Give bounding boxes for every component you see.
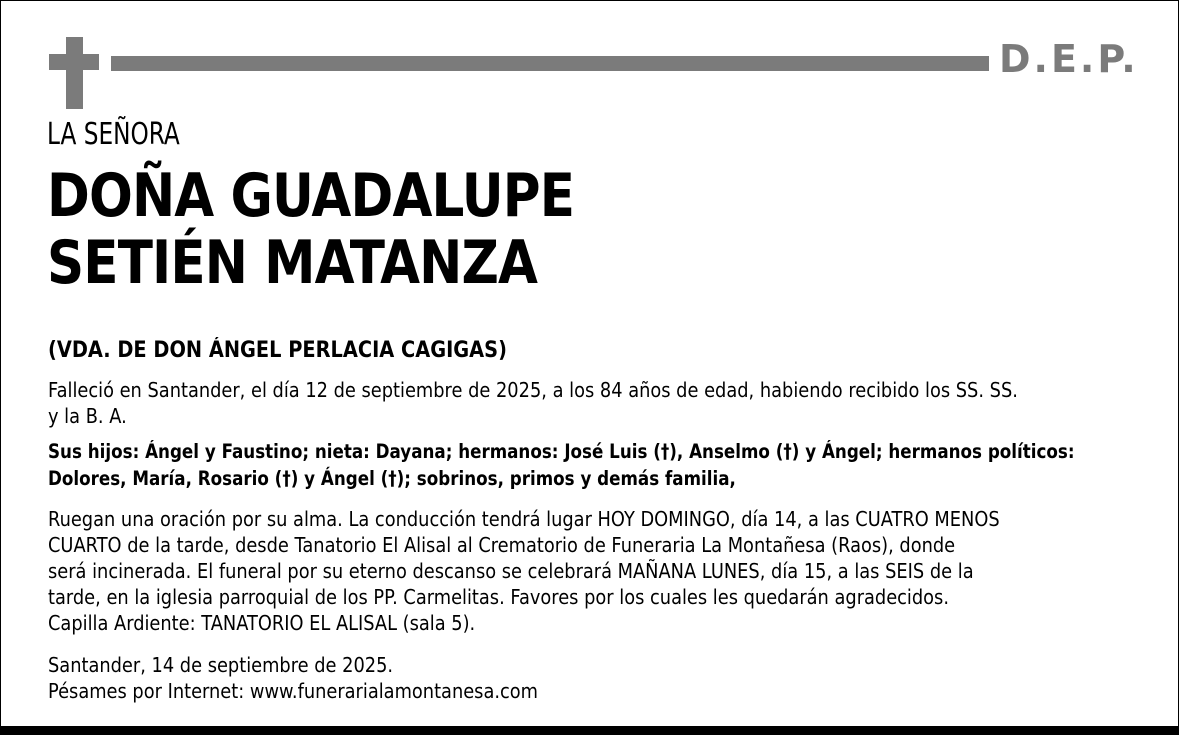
service-line-5: Capilla Ardiente: TANATORIO EL ALISAL (sala 5).: [48, 611, 476, 635]
deceased-name: [47, 163, 574, 297]
title-prefix: LA SEÑORA: [47, 117, 180, 152]
service-paragraph: [48, 506, 1111, 636]
closing-paragraph: [48, 652, 1111, 704]
family-paragraph: [48, 438, 1108, 492]
death-line-1: Falleció en Santander, el día 12 de septiembre de 2025, a los 84 años de edad, habiendo recibido los SS. SS.: [48, 378, 1018, 402]
place-date: Santander, 14 de septiembre de 2025.: [48, 653, 394, 677]
cross-vertical-bar: [66, 37, 83, 109]
service-line-4: tarde, en la iglesia parroquial de los PP. Carmelitas. Favores por los cuales les quedarán agradecidos.: [48, 585, 949, 609]
death-line-2: y la B. A.: [48, 404, 127, 428]
cross-horizontal-bar: [49, 54, 99, 70]
service-line-3: será incinerada. El funeral por su eterno descanso se celebrará MAÑANA LUNES, día 15, a las SEIS de la: [48, 559, 974, 583]
service-line-1: Ruegan una oración por su alma. La conducción tendrá lugar HOY DOMINGO, día 14, a las CUATRO MENOS: [48, 507, 1000, 531]
family-line-1: Sus hijos: Ángel y Faustino; nieta: Dayana; hermanos: José Luis (†), Anselmo (†) y Ángel; hermanos políticos:: [48, 440, 1075, 463]
cross-icon: [49, 37, 99, 109]
condolences-link: Pésames por Internet: www.funerarialamontanesa.com: [48, 679, 539, 703]
death-paragraph: [48, 377, 1111, 429]
name-line-2: SETIÉN MATANZA: [47, 228, 538, 298]
header-rule: [111, 56, 989, 71]
service-line-2: CUARTO de la tarde, desde Tanatorio El Alisal al Crematorio de Funeraria La Montañesa (Raos), donde: [48, 533, 956, 557]
name-line-1: DOÑA GUADALUPE: [47, 161, 575, 231]
family-line-2: Dolores, María, Rosario (†) y Ángel (†); sobrinos, primos y demás familia,: [48, 467, 736, 490]
widow-of: (VDA. DE DON ÁNGEL PERLACIA CAGIGAS): [48, 338, 507, 363]
dep-label: D.E.P.: [999, 37, 1139, 81]
